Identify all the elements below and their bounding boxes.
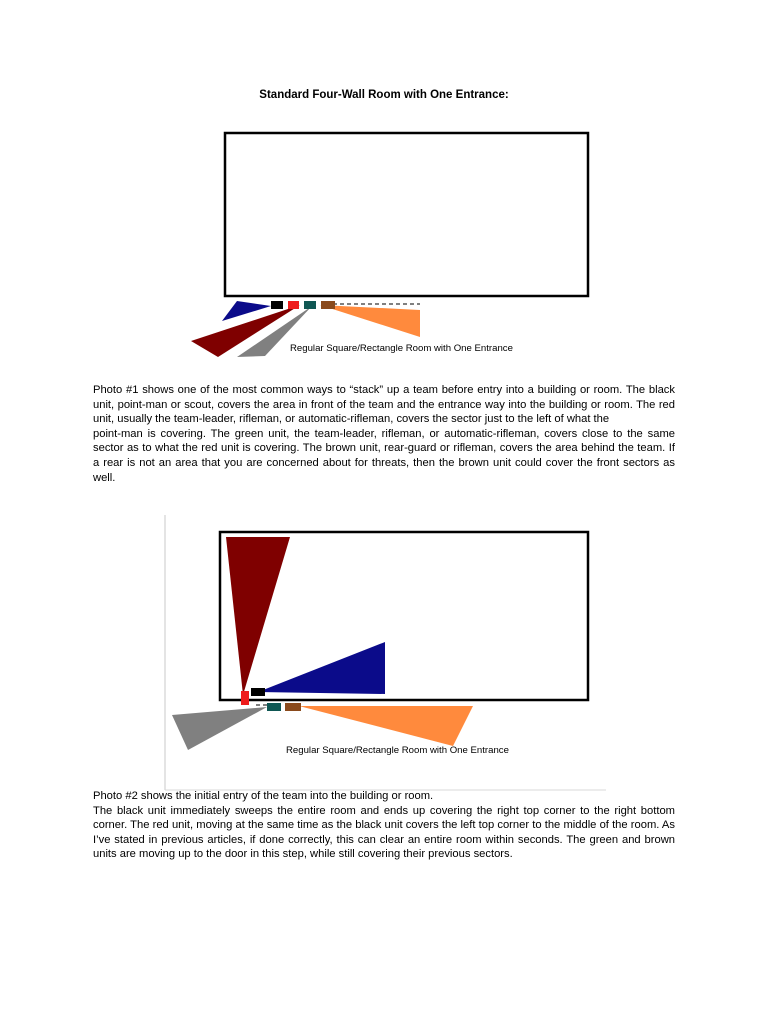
- paragraph-line: The black unit immediately sweeps the entire room and ends up covering the right top corner to the right bottom corner. The red unit, moving at the same time as the black unit covers the left top corner to the middle of the room. As I’ve stated in previous articles, if done correctly, this can clear an entire room within seconds. The green and brown units are moving up to the door in this step, while still covering their previous sectors.: [93, 804, 675, 861]
- red-unit: [241, 691, 249, 705]
- green-unit: [304, 301, 316, 309]
- brown-unit-sector: [320, 305, 420, 337]
- figure-caption: Regular Square/Rectangle Room with One Entrance: [286, 745, 509, 756]
- brown-unit: [285, 703, 301, 711]
- black-unit: [251, 688, 265, 696]
- figure-caption: Regular Square/Rectangle Room with One Entrance: [290, 343, 513, 354]
- red-unit: [288, 301, 299, 309]
- brown-unit-sector: [299, 706, 473, 746]
- figure-stack-formation: [170, 125, 610, 365]
- green-unit-sector: [172, 707, 267, 750]
- paragraph-photo-2: [93, 789, 675, 862]
- green-unit: [267, 703, 281, 711]
- brown-unit: [321, 301, 335, 309]
- paragraph-line: point-man is covering. The green unit, the team-leader, rifleman, or automatic-rifleman, covers close to the same sector as to what the red unit is covering. The brown unit, rear-guard or rifleman, covers the area behind the team. If a rear is not an area that you are concerned about for threats, then the brown unit could cover the front sectors as well.: [93, 427, 675, 484]
- red-unit-sector: [226, 537, 290, 695]
- paragraph-line: Photo #2 shows the initial entry of the team into the building or room.: [93, 790, 434, 802]
- figure-initial-entry: [163, 515, 608, 792]
- paragraph-line: Photo #1 shows one of the most common ways to “stack” up a team before entry into a building or room. The black unit, point-man or scout, covers the area in front of the team and the entrance way into the building or room. The red unit, usually the team-leader, rifleman, or automatic-rifleman, covers the sector just to the left of what the: [93, 384, 675, 426]
- paragraph-photo-1: [93, 383, 675, 485]
- black-unit: [271, 301, 283, 309]
- page-title: Standard Four-Wall Room with One Entrance:: [259, 89, 509, 101]
- black-unit-sector: [258, 642, 385, 694]
- room-outline: [225, 133, 588, 296]
